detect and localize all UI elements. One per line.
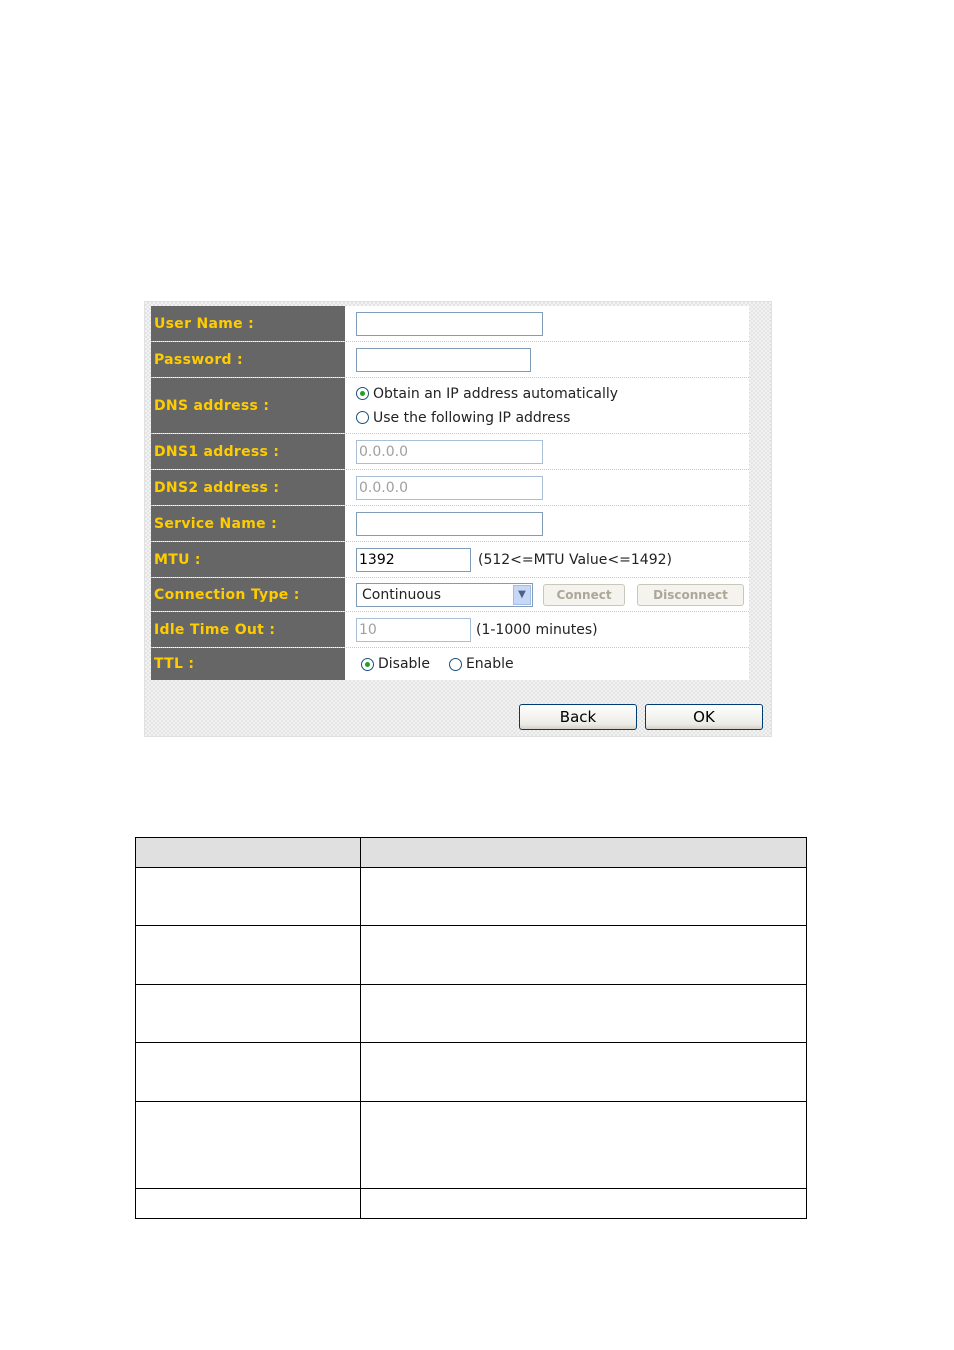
router-config-panel	[144, 301, 772, 737]
table-row	[136, 926, 807, 985]
description-table	[135, 837, 807, 1219]
connection-type-selected: Continuous	[362, 586, 442, 603]
password-label: Password :	[151, 342, 347, 377]
table-header-cell	[136, 838, 361, 868]
idle-time-out-input[interactable]	[356, 618, 471, 642]
dns-use-following-option[interactable]	[356, 406, 570, 430]
table-cell	[136, 1189, 361, 1219]
table-row	[136, 1189, 807, 1219]
user-name-input[interactable]	[356, 312, 543, 336]
dns-obtain-auto-option[interactable]	[356, 382, 618, 406]
dns-address-label: DNS address :	[151, 378, 347, 433]
table-cell	[361, 985, 807, 1043]
row-dns2	[151, 470, 749, 506]
table-cell	[361, 1189, 807, 1219]
table-row	[136, 1102, 807, 1189]
dns1-label: DNS1 address :	[151, 434, 347, 469]
table-cell	[361, 1043, 807, 1102]
connect-button[interactable]: Connect	[543, 584, 625, 606]
dns-obtain-auto-radio[interactable]	[356, 387, 369, 400]
idle-time-out-hint: (1-1000 minutes)	[476, 621, 598, 638]
row-dns1	[151, 434, 749, 470]
idle-time-out-label: Idle Time Out :	[151, 612, 347, 647]
table-row	[136, 868, 807, 926]
table-row	[136, 1043, 807, 1102]
dns2-input[interactable]	[356, 476, 543, 500]
table-cell	[136, 1043, 361, 1102]
ttl-disable-radio[interactable]	[361, 658, 374, 671]
connection-type-label: Connection Type :	[151, 578, 347, 611]
disconnect-button[interactable]: Disconnect	[637, 584, 744, 606]
password-input[interactable]	[356, 348, 531, 372]
table-cell	[361, 1102, 807, 1189]
ttl-disable-label: Disable	[378, 656, 430, 672]
mtu-range-hint: (512<=MTU Value<=1492)	[478, 551, 672, 568]
dns2-label: DNS2 address :	[151, 470, 347, 505]
table-cell	[136, 985, 361, 1043]
row-service-name	[151, 506, 749, 542]
row-connection-type	[151, 578, 749, 612]
mtu-label: MTU :	[151, 542, 347, 577]
ttl-disable-option[interactable]	[361, 652, 430, 676]
row-ttl	[151, 648, 749, 680]
dns-use-following-radio[interactable]	[356, 411, 369, 424]
row-password	[151, 342, 749, 378]
table-header-row	[136, 838, 807, 868]
row-user-name	[151, 306, 749, 342]
table-row	[136, 985, 807, 1043]
back-button[interactable]: Back	[519, 704, 637, 730]
ttl-enable-label: Enable	[465, 656, 514, 672]
connection-type-select[interactable]	[356, 583, 533, 607]
table-header-cell	[361, 838, 807, 868]
service-name-label: Service Name :	[151, 506, 347, 541]
service-name-input[interactable]	[356, 512, 543, 536]
table-cell	[136, 868, 361, 926]
ttl-enable-radio[interactable]	[449, 658, 462, 671]
ttl-enable-option[interactable]	[449, 652, 514, 676]
table-cell	[136, 926, 361, 985]
table-cell	[136, 1102, 361, 1189]
ok-button[interactable]: OK	[645, 704, 763, 730]
dns-use-following-label: Use the following IP address	[373, 409, 571, 426]
mtu-input[interactable]	[356, 548, 471, 572]
dns1-input[interactable]	[356, 440, 543, 464]
row-dns-address	[151, 378, 749, 434]
row-mtu	[151, 542, 749, 578]
chevron-down-icon[interactable]: ▼	[513, 585, 531, 605]
table-cell	[361, 868, 807, 926]
ttl-label: TTL :	[151, 648, 347, 680]
dns-obtain-auto-label: Obtain an IP address automatically	[373, 385, 619, 402]
user-name-label: User Name :	[151, 306, 347, 341]
row-idle-time-out	[151, 612, 749, 648]
table-cell	[361, 926, 807, 985]
wan-settings-form	[151, 306, 749, 680]
